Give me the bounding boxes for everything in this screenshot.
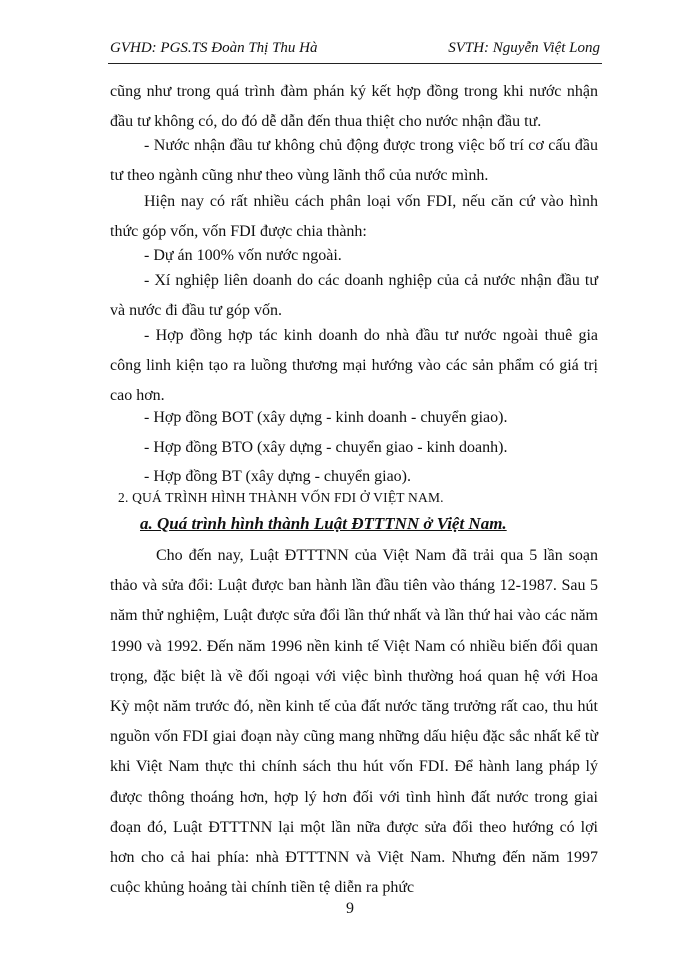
paragraph-law-history: Cho đến nay, Luật ĐTTTNN của Việt Nam đã trải qua 5 lần soạn thảo và sửa đổi: Luật được ban hành lần đầu tiên vào tháng 12-1987. Sau 5 năm thử nghiệm, Luật được sửa đổi lần thứ nhất và lần thứ hai vào các năm 1990 và 1992. Đến năm 1996 nền kinh tế Việt Nam có nhiều biến đổi quan trọng, đặc biệt là về đối ngoại với việc bình thường hoá quan hệ với Hoa Kỳ một năm trước đó, nền kinh tế của đất nước tăng trưởng rất cao, thu hút nguồn vốn FDI giai đoạn này cũng mang những dấu hiệu đặc sắc nhất kể từ khi Việt Nam thực thi chính sách thu hút vốn FDI. Để hành lang pháp lý được thông thoáng hơn, hợp lý hơn đối với tình hình đất nước trong giai đoạn đó, Luật ĐTTTNN lại một lần nữa được sửa đổi theo hướng có lợi hơn cho cả hai phía: nhà ĐTTTNN và Việt Nam. Nhưng đến năm 1997 cuộc khủng hoảng tài chính tiền tệ diễn ra phức [110, 547, 598, 897]
paragraph-bullet-bot: - Hợp đồng BOT (xây dựng - kinh doanh - chuyển giao). [144, 409, 508, 426]
paragraph-bullet-bcc: - Hợp đồng hợp tác kinh doanh do nhà đầu tư nước ngoài thuê gia công linh kiện tạo ra luồng thương mại hướng vào các sản phẩm có giá trị cao hơn. [110, 327, 598, 404]
header-student: SVTH: Nguyễn Việt Long [448, 40, 600, 56]
paragraph-bullet-100-percent: - Dự án 100% vốn nước ngoài. [144, 247, 342, 264]
paragraph-bullet-joint-venture: - Xí nghiệp liên doanh do các doanh nghiệp của cả nước nhận đầu tư và nước đi đầu tư góp vốn. [110, 272, 598, 319]
page-header [110, 40, 600, 62]
page-number: 9 [346, 900, 354, 917]
paragraph-classification: Hiện nay có rất nhiều cách phân loại vốn FDI, nếu căn cứ vào hình thức góp vốn, vốn FDI được chia thành: [110, 193, 598, 240]
header-supervisor: GVHD: PGS.TS Đoàn Thị Thu Hà [110, 40, 318, 56]
header-divider [108, 63, 602, 64]
section-heading: 2. QUÁ TRÌNH HÌNH THÀNH VỐN FDI Ở VIỆT NAM. [118, 490, 444, 505]
subsection-heading: a. Quá trình hình thành Luật ĐTTTNN ở Việt Nam. [140, 514, 507, 533]
paragraph-bullet-structure: - Nước nhận đầu tư không chủ động được trong việc bố trí cơ cấu đầu tư theo ngành cũng như theo vùng lãnh thổ của nước mình. [110, 137, 598, 184]
paragraph-bullet-bt: - Hợp đồng BT (xây dựng - chuyển giao). [144, 468, 412, 485]
paragraph-bullet-bto: - Hợp đồng BTO (xây dựng - chuyển giao - kinh doanh). [144, 439, 508, 456]
paragraph-continuation: cũng như trong quá trình đàm phán ký kết hợp đồng trong khi nước nhận đầu tư không có, do đó dễ dẫn đến thua thiệt cho nước nhận đầu tư. [110, 83, 598, 130]
